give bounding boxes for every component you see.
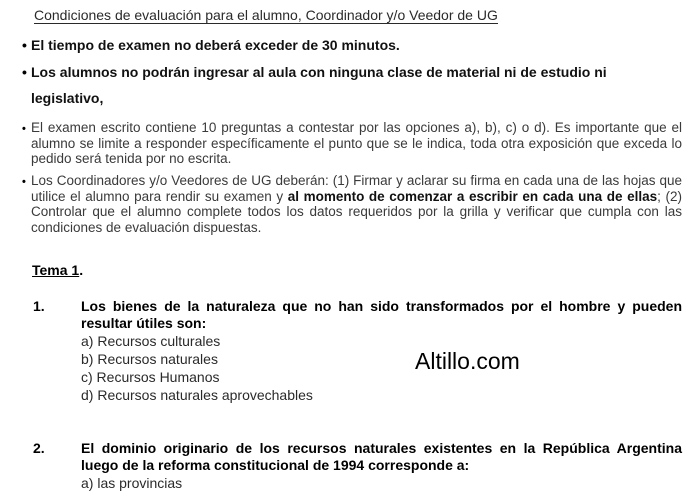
bullet-text-part1: Los Coordinadores y/o Veedores de UG deberán: (1) Firmar y aclarar su firma en cada una de las hojas que utilice el alumno para rendir su examen y <box>31 173 682 204</box>
conditions-heading: Condiciones de evaluación para el alumno, Coordinador y/o Veedor de UG <box>34 7 498 23</box>
option-a: a) Recursos culturales <box>81 333 221 349</box>
bullet-exam-format <box>22 120 682 167</box>
bullet-coordinators <box>22 173 682 235</box>
bullet-text-line1: Los alumnos no podrán ingresar al aula con ninguna clase de material ni de estudio ni <box>31 64 607 80</box>
option-a: a) las provincias <box>81 475 183 491</box>
question-number: 1. <box>33 298 45 314</box>
question-number: 2. <box>33 440 45 456</box>
bullet-time-limit <box>22 36 682 54</box>
tema-label: Tema 1 <box>32 262 80 278</box>
question-text: El dominio originario de los recursos naturales existentes en la República Argentina luego de la reforma constitucional de 1994 corresponde a: <box>81 440 682 473</box>
option-c: c) Recursos Humanos <box>81 369 220 385</box>
bullet-dot-icon: • <box>22 37 27 53</box>
bullet-dot-icon: • <box>22 123 26 135</box>
tema-suffix: . <box>79 262 84 278</box>
question-options <box>81 474 182 492</box>
bullet-text: El tiempo de examen no deberá exceder de 30 minutos. <box>31 37 400 53</box>
bullet-dot-icon: • <box>22 176 26 188</box>
bullet-no-material <box>22 63 682 107</box>
option-d: d) Recursos naturales aprovechables <box>81 387 313 403</box>
question-text: Los bienes de la naturaleza que no han sido transformados por el hombre y pueden resultar útiles son: <box>81 298 682 331</box>
bullet-text: El examen escrito contiene 10 preguntas a contestar por las opciones a), b), c) o d). Es importante que el alumno se limite a responder específicamente el punto que se le indica, toda otra exposición que exceda lo pedido será tenida por no escrita. <box>31 120 682 166</box>
bullet-dot-icon: • <box>22 64 27 80</box>
tema-heading <box>32 262 83 278</box>
watermark: Altillo.com <box>415 348 520 374</box>
bullet-text-line2: legislativo, <box>31 90 104 106</box>
option-b: b) Recursos naturales <box>81 351 218 367</box>
bullet-text-part2: ; (2) Controlar que el alumno complete todos los datos requeridos por la grilla y verificar que cumpla con las condiciones de evaluación dispuestas. <box>31 188 682 235</box>
question-options <box>81 332 313 404</box>
bullet-text-bold: al momento de comenzar a escribir en cada una de ellas <box>287 188 658 204</box>
bullet-text <box>22 173 682 235</box>
